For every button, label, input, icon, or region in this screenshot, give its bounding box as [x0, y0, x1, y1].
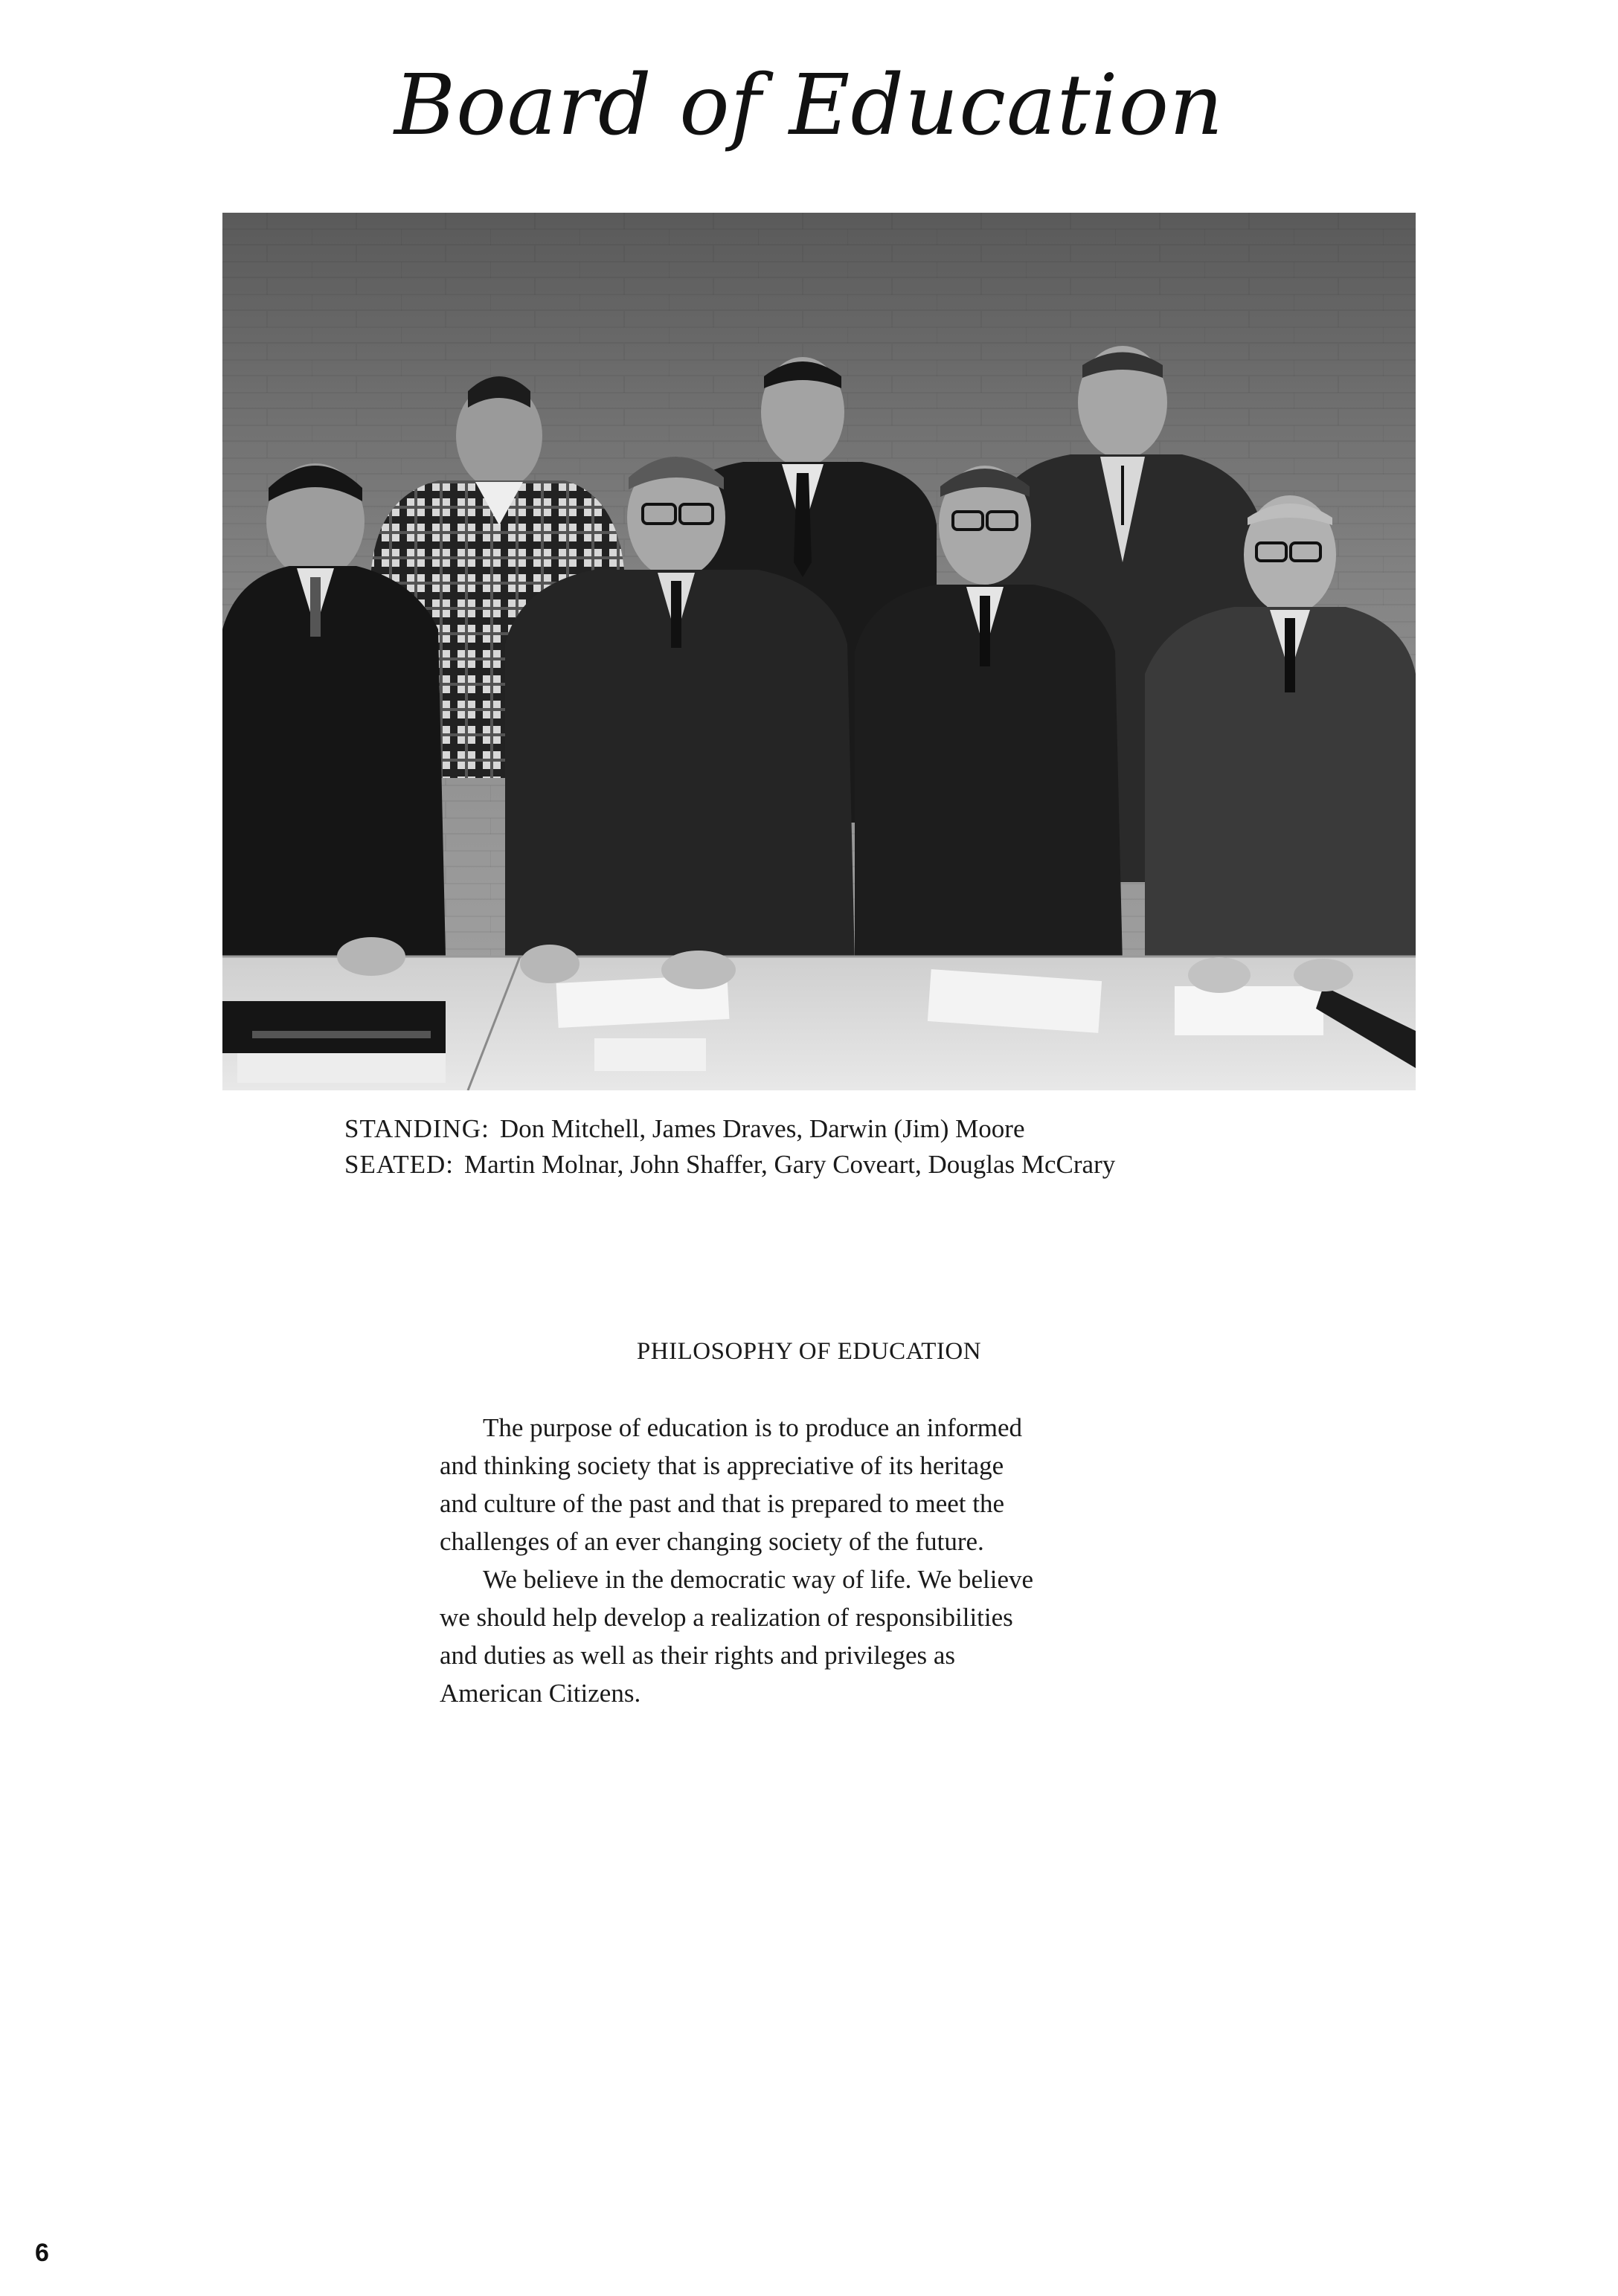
caption-standing-line: [344, 1111, 1115, 1147]
page-number: 6: [35, 2239, 49, 2267]
philosophy-line: we should help develop a realization of responsibilities: [440, 1603, 1013, 1632]
photo-caption: [344, 1111, 1115, 1183]
philosophy-line: challenges of an ever changing society of the future.: [440, 1527, 984, 1556]
caption-seated-names: Martin Molnar, John Shaffer, Gary Coveart, Douglas McCrary: [464, 1150, 1116, 1179]
page-title: Board of Education: [394, 57, 1224, 154]
philosophy-body: [440, 1409, 1206, 1712]
philosophy-line: The purpose of education is to produce an informed: [483, 1413, 1023, 1442]
philosophy-line: and duties as well as their rights and privileges as: [440, 1641, 956, 1670]
board-group-photo: [222, 213, 1416, 1090]
philosophy-heading: PHILOSOPHY OF EDUCATION: [636, 1338, 982, 1365]
philosophy-line: and thinking society that is appreciative of its heritage: [440, 1451, 1004, 1480]
caption-seated-line: [344, 1147, 1115, 1183]
philosophy-line: We believe in the democratic way of life. We believe: [483, 1565, 1034, 1594]
philosophy-line: American Citizens.: [440, 1679, 641, 1708]
caption-standing-names: Don Mitchell, James Draves, Darwin (Jim) Moore: [499, 1114, 1025, 1143]
group-photo-icon: [222, 213, 1416, 1090]
caption-standing-label: STANDING:: [344, 1114, 489, 1143]
philosophy-line: and culture of the past and that is prepared to meet the: [440, 1489, 1005, 1518]
caption-seated-label: SEATED:: [344, 1150, 454, 1179]
